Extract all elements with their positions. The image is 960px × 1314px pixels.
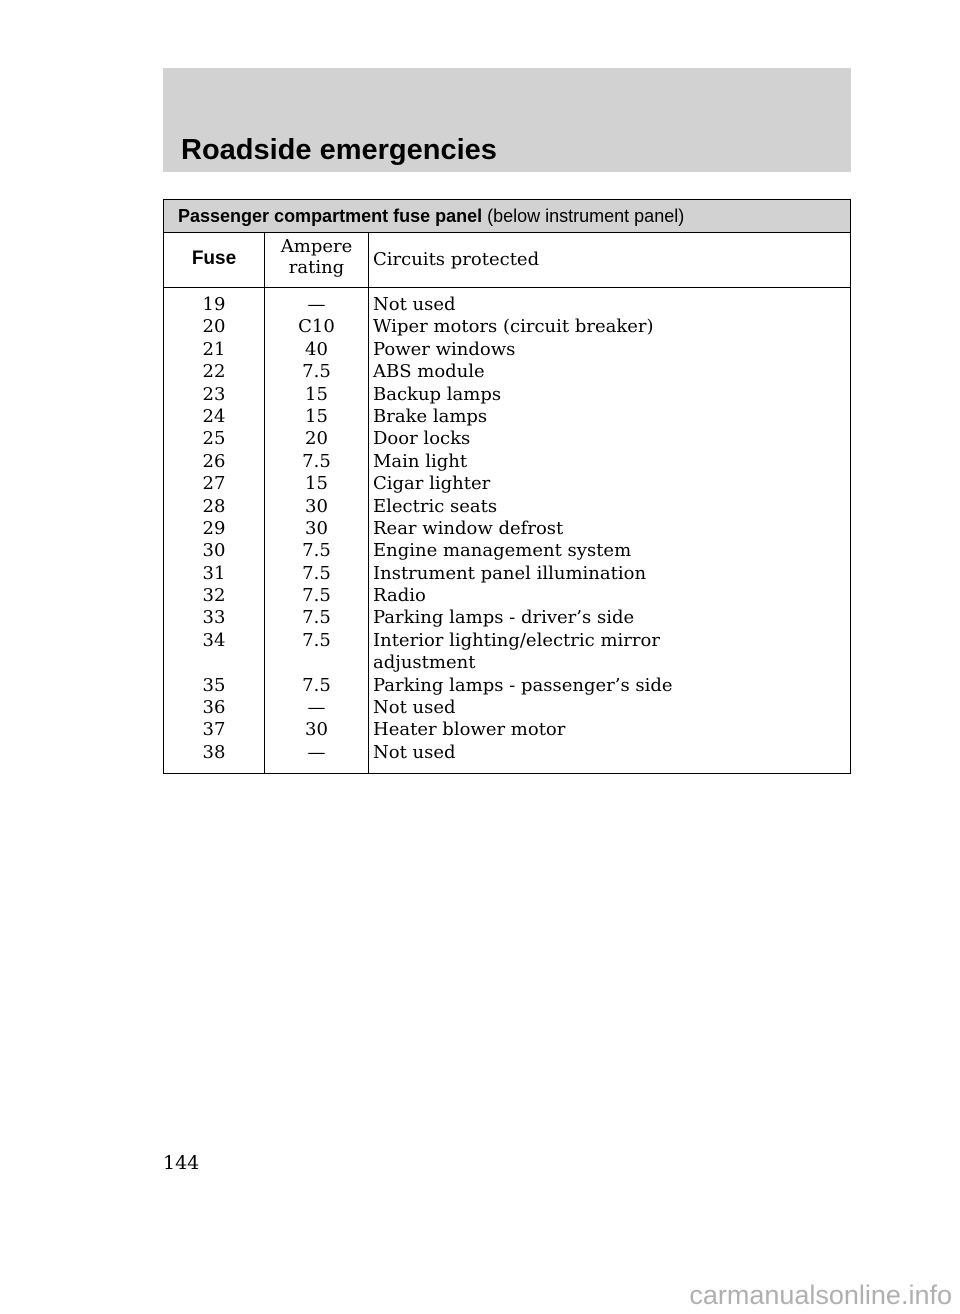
- ampere-rating: 7.5: [302, 361, 331, 383]
- caption-bold: Passenger compartment fuse panel: [178, 206, 483, 226]
- fuse-number: 19: [202, 294, 226, 315]
- ampere-rating: 7.5: [302, 674, 331, 696]
- ampere-rating: 15: [305, 405, 328, 427]
- ampere-rating: 30: [305, 495, 328, 517]
- circuit-text: Parking lamps - passenger’s side: [373, 674, 673, 696]
- table-row: [164, 563, 850, 585]
- ampere-rating: 15: [305, 383, 328, 405]
- circuit-protected: [373, 675, 673, 697]
- circuit-text: Wiper motors (circuit breaker): [373, 316, 654, 338]
- circuit-text: Door locks: [373, 428, 471, 450]
- table-row: [164, 428, 850, 450]
- circuit-text: Rear window defrost: [373, 517, 564, 539]
- circuit-text: Not used: [373, 294, 456, 315]
- circuit-text: Not used: [373, 697, 456, 719]
- column-header-circuits: Circuits protected: [373, 249, 540, 270]
- ampere-rating: 7.5: [302, 629, 331, 651]
- fuse-number: 31: [202, 562, 226, 584]
- circuit-text: Instrument panel illumination: [373, 562, 647, 584]
- fuse-number: 24: [202, 405, 226, 427]
- circuit-protected: [373, 585, 673, 607]
- column-header-fuse: Fuse: [191, 248, 237, 269]
- column-header-ampere-rating: Ampere rating: [280, 236, 353, 278]
- circuit-protected: [373, 742, 673, 764]
- table-row: [164, 675, 850, 697]
- circuit-text: Power windows: [373, 338, 516, 360]
- table-row: [164, 451, 850, 473]
- circuit-protected: [373, 630, 673, 675]
- circuit-text: Engine management system: [373, 540, 632, 562]
- fuse-number: 34: [202, 629, 226, 651]
- fuse-number: 35: [202, 674, 226, 696]
- fuse-number: 37: [202, 719, 226, 741]
- table-row: [164, 742, 850, 764]
- ampere-rating: —: [307, 741, 326, 763]
- table-row: [164, 361, 850, 383]
- circuit-protected: [373, 339, 673, 361]
- ampere-rating: 7.5: [302, 540, 331, 562]
- ampere-rating: —: [307, 697, 326, 719]
- table-row: [164, 384, 850, 406]
- circuit-text: Brake lamps: [373, 405, 488, 427]
- table-row: [164, 540, 850, 562]
- table-row: [164, 316, 850, 338]
- fuse-number: 26: [202, 450, 226, 472]
- table-row: [164, 406, 850, 428]
- table-row: [164, 697, 850, 719]
- fuse-number: 32: [202, 585, 226, 607]
- ampere-rating: 7.5: [302, 607, 331, 629]
- circuit-protected: [373, 428, 673, 450]
- caption-rest: (below instrument panel): [482, 206, 685, 226]
- circuit-text: Radio: [373, 585, 426, 607]
- circuit-text: Backup lamps: [373, 383, 502, 405]
- table-caption: [164, 200, 850, 233]
- fuse-number: 33: [202, 607, 226, 629]
- ampere-rating: 7.5: [302, 562, 331, 584]
- circuit-text: Not used: [373, 741, 456, 763]
- circuit-text: ABS module: [373, 361, 485, 383]
- circuit-protected: [373, 384, 673, 406]
- circuit-text: Cigar lighter: [373, 473, 491, 495]
- table-row: [164, 518, 850, 540]
- header-divider: [164, 287, 850, 288]
- ampere-rating: 30: [305, 719, 328, 741]
- circuit-protected: [373, 316, 673, 338]
- circuit-protected: [373, 540, 673, 562]
- circuit-protected: [373, 607, 673, 629]
- ampere-rating: 7.5: [302, 450, 331, 472]
- fuse-number: 29: [202, 517, 226, 539]
- circuit-protected: [373, 473, 673, 495]
- circuit-protected: [373, 719, 673, 741]
- circuit-text: Parking lamps - driver’s side: [373, 607, 635, 629]
- circuit-text-continued: adjustment: [373, 652, 476, 674]
- ampere-rating: 20: [305, 428, 328, 450]
- fuse-number: 27: [202, 473, 226, 495]
- circuit-text: Interior lighting/electric mirror: [373, 629, 660, 651]
- circuit-text: Electric seats: [373, 495, 498, 517]
- fuse-number: 36: [202, 697, 226, 719]
- circuit-protected: [373, 406, 673, 428]
- circuit-text: Main light: [373, 450, 468, 472]
- circuit-protected: [373, 294, 673, 316]
- fuse-number: 28: [202, 495, 226, 517]
- table-row: [164, 585, 850, 607]
- ampere-rating: 30: [305, 517, 328, 539]
- table-row: [164, 630, 850, 675]
- fuse-number: 23: [202, 383, 226, 405]
- table-body: [164, 294, 850, 764]
- fuse-number: 20: [202, 316, 226, 338]
- circuit-protected: [373, 563, 673, 585]
- table-row: [164, 607, 850, 629]
- ampere-rating: 7.5: [302, 585, 331, 607]
- circuit-protected: [373, 451, 673, 473]
- fuse-number: 30: [202, 540, 226, 562]
- ampere-rating: C10: [298, 316, 335, 338]
- circuit-protected: [373, 496, 673, 518]
- caption-text: [178, 205, 684, 227]
- fuse-number: 38: [202, 741, 226, 763]
- circuit-protected: [373, 361, 673, 383]
- table-row: [164, 719, 850, 741]
- table-row: [164, 473, 850, 495]
- table-row: [164, 294, 850, 316]
- section-title: Roadside emergencies: [181, 134, 497, 166]
- fuse-number: 22: [202, 361, 226, 383]
- ampere-rating: 40: [305, 338, 328, 360]
- page-number: 144: [163, 1152, 200, 1174]
- table-row: [164, 339, 850, 361]
- circuit-protected: [373, 697, 673, 719]
- fuse-table: [163, 199, 851, 774]
- ampere-rating: —: [307, 294, 326, 315]
- watermark: carmanualsonline.info: [689, 1280, 952, 1310]
- fuse-number: 25: [202, 428, 226, 450]
- ampere-rating: 15: [305, 473, 328, 495]
- fuse-number: 21: [202, 338, 226, 360]
- circuit-protected: [373, 518, 673, 540]
- circuit-text: Heater blower motor: [373, 719, 566, 741]
- table-row: [164, 496, 850, 518]
